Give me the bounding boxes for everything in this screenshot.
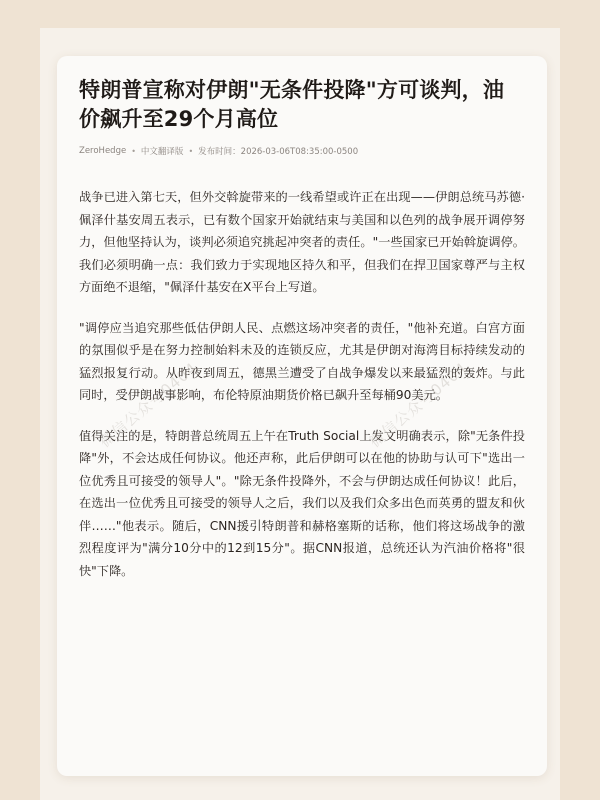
meta-source: ZeroHedge bbox=[79, 146, 127, 156]
meta-published: 发布时间：2026-03-06T08:35:00-0500 bbox=[198, 147, 359, 157]
article-paragraph: 值得关注的是，特朗普总统周五上午在Truth Social上发文明确表示，除"无条件投降"外，不会达成任何协议。他还声称，此后伊朗可以在他的协助与认可下"选出一位优秀且可接受的领导人"。"除无条件投降外，不会与伊朗达成任何协议！此后，在选出一位优秀且可接受的领导人之后，我们以及我们众多出色而英勇的盟友和伙伴……"他表示。随后，CNN援引特朗普和赫格塞斯的话称，他们将这场战争的激烈程度评为"满分10分中的12到15分"。据CNN报道，总统还认为汽油价格将"很快"下降。 bbox=[79, 428, 525, 578]
article-paragraph: 战争已进入第七天，但外交斡旋带来的一线希望或许正在出现——伊朗总统马苏德·佩泽什基安周五表示，已有数个国家开始就结束与美国和以色列的战争展开调停努力，但他坚持认为，谈判必须追究挑起冲突者的责任。"一些国家已开始斡旋调停。我们必须明确一点：我们致力于实现地区持久和平，但我们在捍卫国家尊严与主权方面绝不退缩，"佩泽什基安在X平台上写道。 bbox=[79, 190, 525, 294]
article-paragraph: "调停应当追究那些低估伊朗人民、点燃这场冲突者的责任，"他补充道。白宫方面的氛围似乎是在努力控制始料未及的连锁反应，尤其是伊朗对海湾目标持续发动的猛烈报复行动。从昨夜到周五，德黑兰遭受了自战争爆发以来最猛烈的轰炸。与此同时，受伊朗战事影响，布伦特原油期货价格已飙升至每桶90美元。 bbox=[79, 320, 525, 402]
meta-separator: • bbox=[131, 146, 136, 156]
meta-edition: 中文翻译版 bbox=[140, 147, 184, 157]
meta-separator: • bbox=[188, 146, 194, 156]
watermark: 微信公众号0404 bbox=[95, 358, 202, 452]
article-title: 特朗普宣称对伊朗"无条件投降"方可谈判，油价飙升至29个月高位 bbox=[79, 78, 505, 131]
article-body bbox=[79, 186, 525, 582]
watermark: 微信公众号0404 bbox=[365, 358, 472, 452]
article-card bbox=[57, 56, 547, 776]
article-content bbox=[57, 56, 547, 582]
article-meta bbox=[79, 145, 525, 157]
